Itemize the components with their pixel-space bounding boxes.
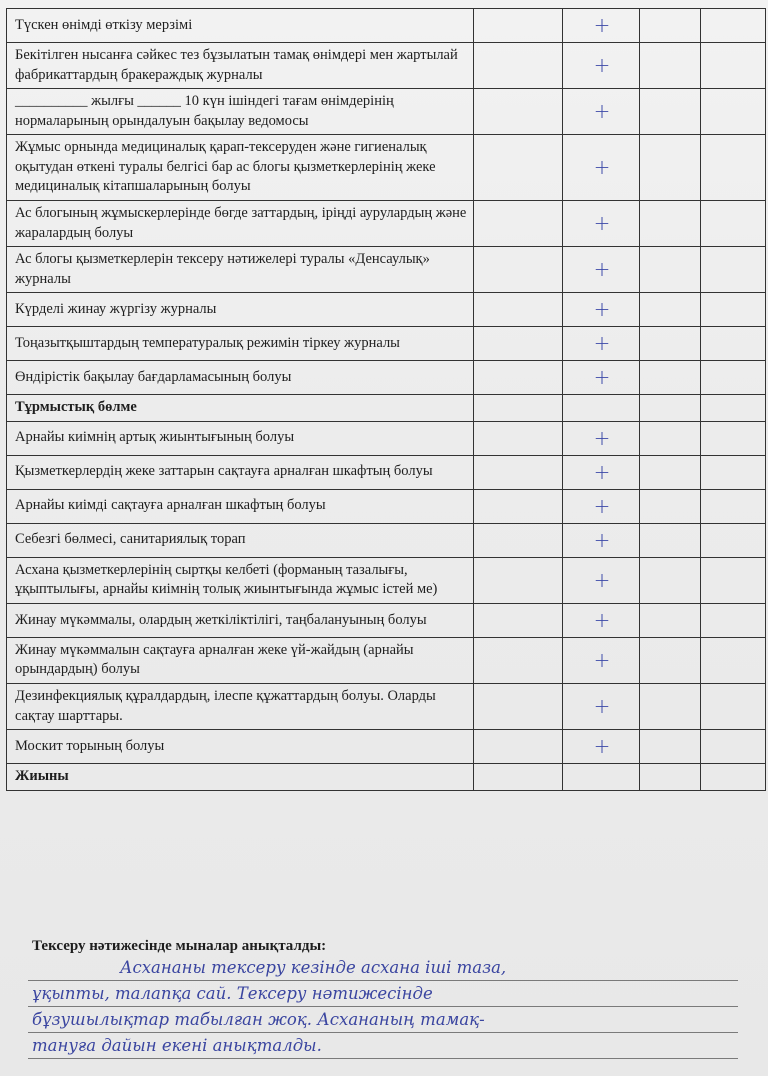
table-row	[7, 421, 766, 455]
grade-cell-4	[701, 684, 766, 730]
grade-cell-4	[701, 327, 766, 361]
grade-cell-3	[640, 730, 701, 764]
row-description: Арнайы киімді сақтауға арналған шкафтың болуы	[7, 489, 474, 523]
grade-cell-4	[701, 455, 766, 489]
handwritten-line: ұқыпты, талапқа сай. Тексеру нәтижесінде	[28, 981, 738, 1007]
grade-cell-3	[640, 637, 701, 683]
row-description: Күрделі жинау жүргізу журналы	[7, 293, 474, 327]
row-description: Москит торының болуы	[7, 730, 474, 764]
grade-cell-3	[640, 421, 701, 455]
table-row	[7, 455, 766, 489]
grade-cell-1	[474, 89, 563, 135]
handwritten-line: бұзушылықтар табылған жоқ. Асхананың тамақ-	[28, 1007, 738, 1033]
row-description: Ас блогы қызметкерлерін тексеру нәтижелері туралы «Денсаулық» журналы	[7, 247, 474, 293]
row-description: Дезинфекциялық құралдардың, ілеспе құжаттардың болуы. Оларды сақтау шарттары.	[7, 684, 474, 730]
grade-cell-4	[701, 557, 766, 603]
table-row	[7, 43, 766, 89]
grade-cell-3	[640, 200, 701, 246]
table-row	[7, 89, 766, 135]
conclusion-title: Тексеру нәтижесінде мыналар анықталды:	[32, 938, 327, 954]
row-description: Жинау мүкәммалы, олардың жеткіліктілігі, таңбалануының болуы	[7, 603, 474, 637]
grade-cell-3	[640, 489, 701, 523]
grade-cell-3	[640, 764, 701, 791]
section-row	[7, 764, 766, 791]
check-mark: +	[563, 730, 640, 764]
grade-cell-1	[474, 327, 563, 361]
row-description: Себезгі бөлмесі, санитариялық торап	[7, 523, 474, 557]
row-description: Бекітілген нысанға сәйкес тез бұзылатын тамақ өнімдері мен жартылай фабрикаттардың бракераждық журналы	[7, 43, 474, 89]
table-row	[7, 637, 766, 683]
check-mark: +	[563, 523, 640, 557]
table-row	[7, 523, 766, 557]
table-row	[7, 557, 766, 603]
grade-cell-3	[640, 327, 701, 361]
grade-cell-1	[474, 489, 563, 523]
table-row	[7, 200, 766, 246]
grade-cell-4	[701, 135, 766, 201]
row-description: Ас блогының жұмыскерлерінде бөгде заттардың, іріңді аурулардың және жаралардың болуы	[7, 200, 474, 246]
grade-cell-1	[474, 684, 563, 730]
row-description: Асхана қызметкерлерінің сыртқы келбеті (форманың тазалығы, ұқыптылығы, арнайы киімнің толық жиынтығында жұмыс істей ме)	[7, 557, 474, 603]
grade-cell-3	[640, 455, 701, 489]
grade-cell-1	[474, 523, 563, 557]
table-row	[7, 730, 766, 764]
handwritten-line: Асхананы тексеру кезінде асхана іші таза,	[28, 955, 738, 981]
grade-cell-4	[701, 637, 766, 683]
grade-cell-4	[701, 293, 766, 327]
table-row	[7, 9, 766, 43]
grade-cell-1	[474, 557, 563, 603]
grade-cell-1	[474, 764, 563, 791]
grade-cell-3	[640, 135, 701, 201]
grade-cell-4	[701, 247, 766, 293]
grade-cell-1	[474, 395, 563, 422]
grade-cell-3	[640, 43, 701, 89]
grade-cell-3	[640, 395, 701, 422]
row-description: Түскен өнімді өткізу мерзімі	[7, 9, 474, 43]
grade-cell-1	[474, 455, 563, 489]
table-row	[7, 135, 766, 201]
table-row	[7, 603, 766, 637]
check-mark: +	[563, 200, 640, 246]
grade-cell-1	[474, 603, 563, 637]
handwritten-line: тануға дайын екені анықталды.	[28, 1033, 738, 1059]
section-row	[7, 395, 766, 422]
check-mark: +	[563, 43, 640, 89]
grade-cell-3	[640, 523, 701, 557]
grade-cell-4	[701, 421, 766, 455]
grade-cell-3	[640, 557, 701, 603]
check-mark: +	[563, 293, 640, 327]
grade-cell-1	[474, 293, 563, 327]
grade-cell-1	[474, 421, 563, 455]
row-description: Арнайы киімнің артық жиынтығының болуы	[7, 421, 474, 455]
grade-cell-4	[701, 489, 766, 523]
grade-cell-4	[701, 43, 766, 89]
grade-cell-4	[701, 603, 766, 637]
grade-cell-3	[640, 293, 701, 327]
grade-cell-4	[701, 730, 766, 764]
table-row	[7, 361, 766, 395]
grade-cell-4	[701, 9, 766, 43]
grade-cell-3	[640, 603, 701, 637]
grade-cell-3	[640, 361, 701, 395]
section-title: Тұрмыстық бөлме	[7, 395, 474, 422]
section-title: Жиыны	[7, 764, 474, 791]
conclusion-section	[28, 938, 738, 1059]
grade-cell-3	[640, 684, 701, 730]
grade-cell-4	[701, 89, 766, 135]
grade-cell-1	[474, 43, 563, 89]
check-mark: +	[563, 684, 640, 730]
table-row	[7, 247, 766, 293]
grade-cell-1	[474, 361, 563, 395]
row-description: Қызметкерлердің жеке заттарын сақтауға арналған шкафтың болуы	[7, 455, 474, 489]
check-mark: +	[563, 247, 640, 293]
check-mark: +	[563, 455, 640, 489]
grade-cell-1	[474, 247, 563, 293]
check-mark: +	[563, 135, 640, 201]
table-row	[7, 489, 766, 523]
grade-cell-4	[701, 361, 766, 395]
check-mark: +	[563, 361, 640, 395]
table-row	[7, 684, 766, 730]
grade-cell-2	[563, 395, 640, 422]
table-row	[7, 293, 766, 327]
grade-cell-1	[474, 637, 563, 683]
check-mark: +	[563, 557, 640, 603]
grade-cell-4	[701, 523, 766, 557]
grade-cell-4	[701, 200, 766, 246]
grade-cell-1	[474, 135, 563, 201]
check-mark: +	[563, 9, 640, 43]
row-description: Жұмыс орнында медициналық қарап-тексеруден және гигиеналық оқытудан өткені туралы белгісі бар ас блогы қызметкерлерінің жеке медициналық кітапшаларының болуы	[7, 135, 474, 201]
check-mark: +	[563, 489, 640, 523]
grade-cell-3	[640, 9, 701, 43]
table-row	[7, 327, 766, 361]
row-description: Тоңазытқыштардың температуралық режимін тіркеу журналы	[7, 327, 474, 361]
grade-cell-3	[640, 89, 701, 135]
check-mark: +	[563, 89, 640, 135]
check-mark: +	[563, 637, 640, 683]
grade-cell-3	[640, 247, 701, 293]
row-description: Жинау мүкәммалын сақтауға арналған жеке үй-жайдың (арнайы орындардың) болуы	[7, 637, 474, 683]
check-mark: +	[563, 603, 640, 637]
row-description: __________ жылғы ______ 10 күн ішіндегі тағам өнімдерінің нормаларының орындалуын бақылау ведомосы	[7, 89, 474, 135]
check-mark: +	[563, 327, 640, 361]
grade-cell-4	[701, 395, 766, 422]
grade-cell-1	[474, 730, 563, 764]
row-description: Өндірістік бақылау бағдарламасының болуы	[7, 361, 474, 395]
grade-cell-4	[701, 764, 766, 791]
check-mark: +	[563, 421, 640, 455]
grade-cell-2	[563, 764, 640, 791]
grade-cell-1	[474, 9, 563, 43]
inspection-checklist-table	[6, 8, 766, 791]
grade-cell-1	[474, 200, 563, 246]
